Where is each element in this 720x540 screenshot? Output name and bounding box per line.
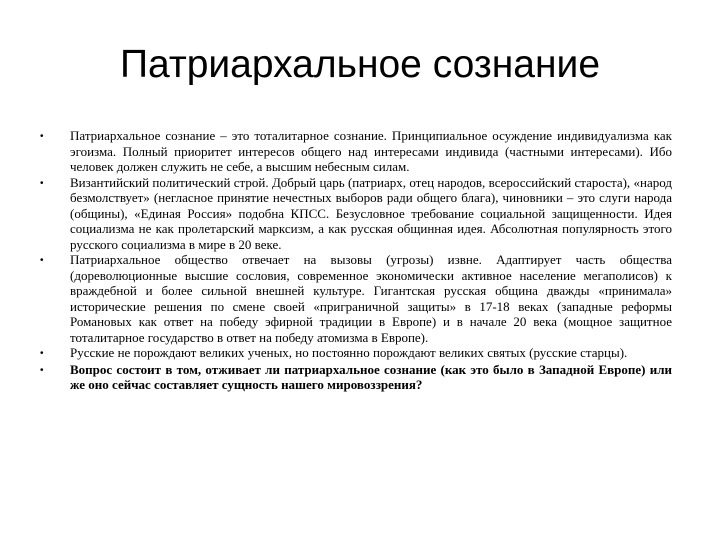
- list-item: [40, 362, 672, 393]
- bullet-text-external-challenges: Патриархальное общество отвечает на вызовы (угрозы) извне. Адаптирует часть общества (дореволюционные высшие сословия, современное экономически активное население мегаполисов) к враждебной и более сильной внешней культуре. Гигантская русская община дважды «принимала» исторические решения по смене своей «приграничной защиты» в 17-18 веках (западные реформы Романовых как ответ на победу эфирной традиции в Европе) и в начале 20 века (мощное защитное тоталитарное государство в ответ на победу атомизма в Европе).: [70, 252, 672, 345]
- bullet-text-totalitarian-consciousness: Патриархальное сознание – это тоталитарное сознание. Принципиальное осуждение индивидуализма как эгоизма. Полный приоритет интересов общего над интересами индивида (частными интересами). Ибо человек должен служить не себе, а высшим небесным силам.: [70, 128, 672, 174]
- bullet-text-byzantine-system: Византийский политический строй. Добрый царь (патриарх, отец народов, всероссийский староста), «народ безмолствует» (негласное принятие нечестных выборов ради общего блага), чиновники – это слуги народа (общины), «Единая Россия» подобна КПСС. Безусловное требование социальной защищенности. Идея социализма не как пролетарский марксизм, а как русская общинная идея. Абсолютная популярность этого русского социализма в мире в 20 веке.: [70, 174, 672, 252]
- bullet-text-key-question: Вопрос состоит в том, отживает ли патриархальное сознание (как это было в Западной Европе) или же оно сейчас составляет сущность нашего мировоззрения?: [70, 361, 672, 392]
- bullet-dot-icon: •: [40, 364, 44, 376]
- bullet-dot-icon: •: [40, 131, 44, 142]
- list-item: [40, 345, 672, 362]
- bullet-dot-icon: •: [40, 348, 44, 359]
- slide-title: Патриархальное сознание: [119, 43, 601, 86]
- list-item: [40, 175, 672, 253]
- bullet-dot-icon: •: [40, 255, 44, 266]
- list-item: [40, 128, 672, 175]
- bullet-dot-icon: •: [40, 177, 44, 189]
- bullet-text-scientists-saints: Русские не порождают великих ученых, но постоянно порождают великих святых (русские старцы).: [70, 345, 628, 360]
- list-item: [40, 252, 672, 345]
- bullet-list: [40, 128, 672, 393]
